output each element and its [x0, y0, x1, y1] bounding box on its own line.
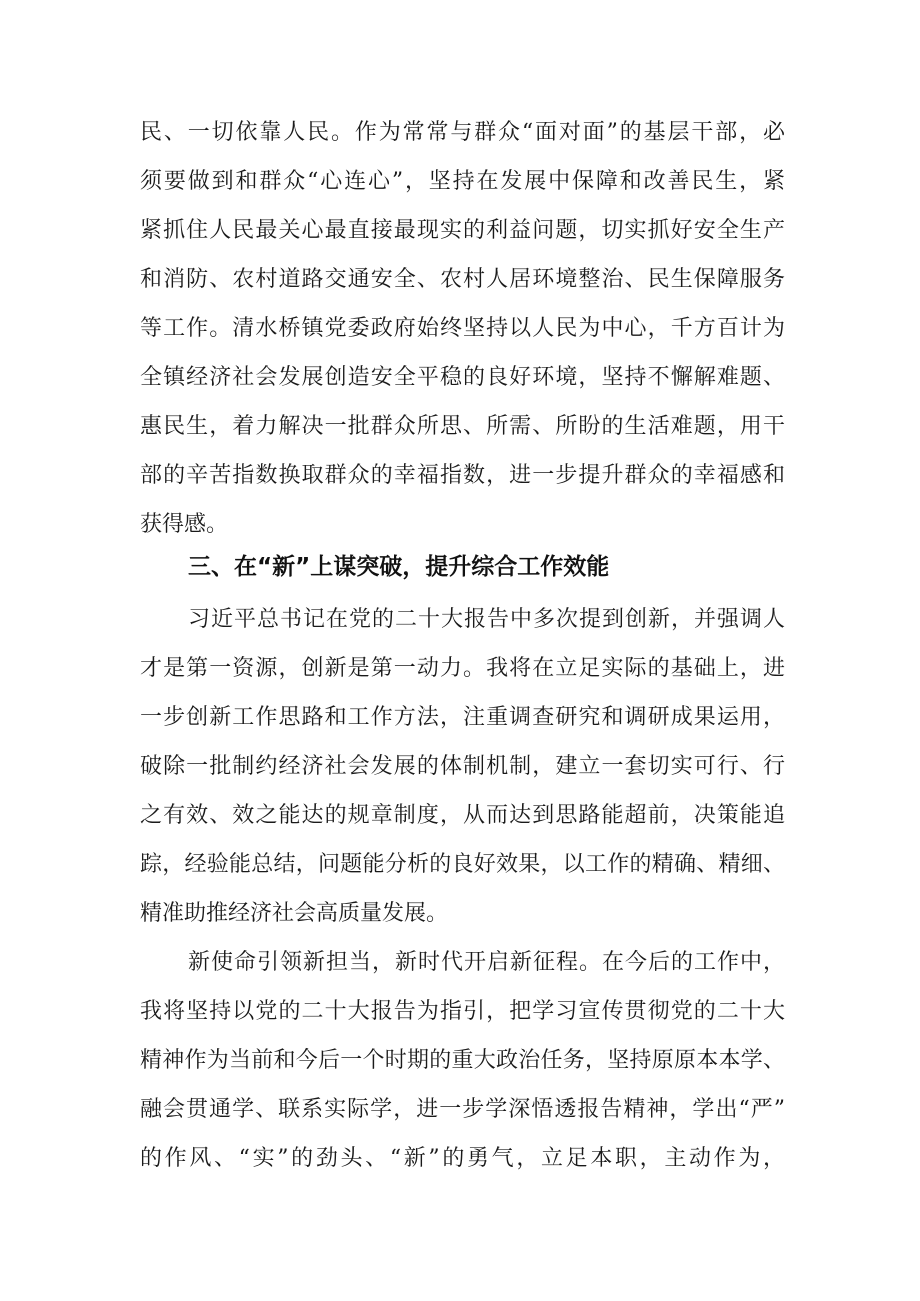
paragraph-1-line: 等工作。清水桥镇党委政府始终坚持以人民为中心，千方百计为 — [140, 316, 785, 341]
paragraph-2-line: 踪，经验能总结，问题能分析的良好效果，以工作的精确、精细、 — [140, 852, 785, 877]
paragraph-3-line: 融会贯通学、联系实际学，进一步学深悟透报告精神，学出“严” — [140, 1097, 785, 1122]
paragraph-1-line: 和消防、农村道路交通安全、农村人居环境整治、民生保障服务 — [140, 267, 785, 292]
paragraph-2-line: 才是第一资源，创新是第一动力。我将在立足实际的基础上，进 — [140, 656, 785, 681]
paragraph-3-line: 精神作为当前和今后一个时期的重大政治任务，坚持原原本本学、 — [140, 1048, 785, 1073]
paragraph-2-line: 习近平总书记在党的二十大报告中多次提到创新，并强调人 — [188, 607, 785, 632]
paragraph-2-line: 破除一批制约经济社会发展的体制机制，建立一套切实可行、行 — [140, 754, 785, 779]
paragraph-1-line: 惠民生，着力解决一批群众所思、所需、所盼的生活难题，用干 — [140, 414, 785, 439]
paragraph-1-line: 获得感。 — [140, 512, 229, 537]
paragraph-3-line: 的作风、“实”的劲头、“新”的勇气，立足本职，主动作为， — [140, 1146, 785, 1171]
paragraph-1-line: 紧抓住人民最关心最直接最现实的利益问题，切实抓好安全生产 — [140, 218, 785, 243]
paragraph-2-line: 精准助推经济社会高质量发展。 — [140, 901, 449, 926]
paragraph-1-line: 民、一切依靠人民。作为常常与群众“面对面”的基层干部，必 — [140, 120, 785, 145]
paragraph-1-line: 须要做到和群众“心连心”，坚持在发展中保障和改善民生，紧 — [140, 169, 785, 194]
paragraph-2-line: 一步创新工作思路和工作方法，注重调查研究和调研成果运用， — [140, 705, 785, 730]
paragraph-2-line: 之有效、效之能达的规章制度，从而达到思路能超前，决策能追 — [140, 803, 785, 828]
paragraph-1-line: 部的辛苦指数换取群众的幸福指数，进一步提升群众的幸福感和 — [140, 463, 785, 488]
section-heading: 三、在“新”上谋突破，提升综合工作效能 — [188, 554, 610, 580]
paragraph-3-line: 我将坚持以党的二十大报告为指引，把学习宣传贯彻党的二十大 — [140, 999, 785, 1024]
paragraph-1-line: 全镇经济社会发展创造安全平稳的良好环境，坚持不懈解难题、 — [140, 365, 785, 390]
paragraph-3-line: 新使命引领新担当，新时代开启新征程。在今后的工作中， — [188, 950, 785, 975]
